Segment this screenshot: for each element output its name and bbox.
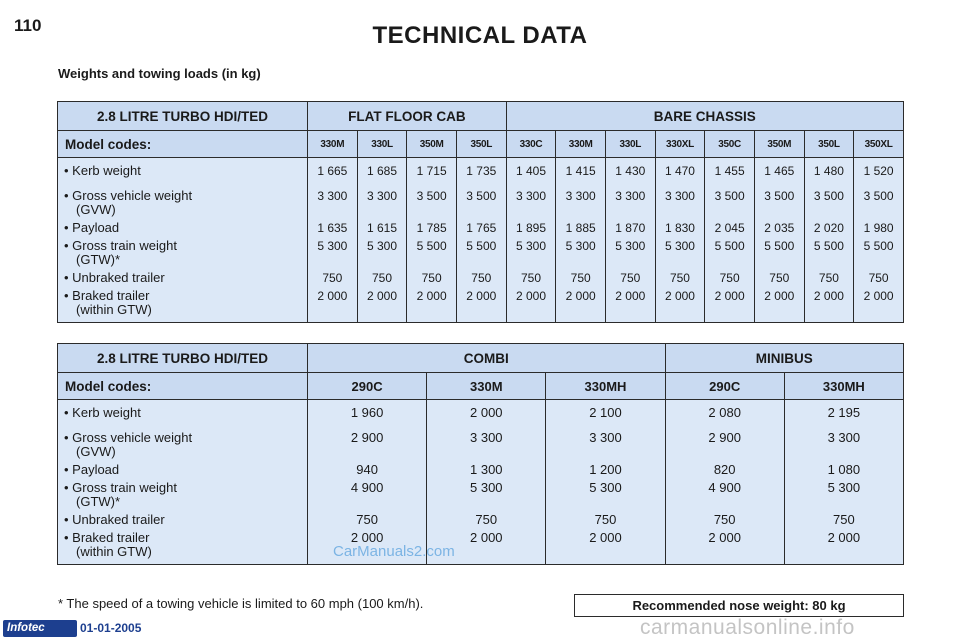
model-code: 350L bbox=[804, 131, 854, 158]
value-kerb: 1 405 bbox=[515, 164, 547, 178]
infotec-logo: Infotec bbox=[3, 620, 77, 637]
row-label-line: (within GTW) bbox=[76, 544, 152, 559]
value-gvw: 3 300 bbox=[589, 430, 622, 445]
value-payload: 1 885 bbox=[565, 221, 596, 235]
group-header-flat-floor-cab: FLAT FLOOR CAB bbox=[308, 102, 507, 131]
row-label-line: • Gross vehicle weight bbox=[64, 430, 193, 445]
row-label-line: • Braked trailer bbox=[64, 288, 150, 303]
value-braked: 2 000 bbox=[470, 530, 503, 545]
value-kerb: 1 455 bbox=[714, 164, 745, 178]
value-payload: 1 300 bbox=[470, 462, 503, 477]
page-title: TECHNICAL DATA bbox=[372, 22, 588, 49]
value-unbraked: 750 bbox=[818, 271, 839, 285]
row-label-gvw bbox=[64, 431, 307, 459]
nose-weight-box: Recommended nose weight: 80 kg bbox=[574, 594, 904, 617]
row-label-gtw bbox=[64, 239, 307, 267]
value-braked: 2 000 bbox=[708, 530, 741, 545]
value-column bbox=[357, 158, 407, 323]
value-gtw: 5 500 bbox=[863, 239, 894, 253]
row-label-payload bbox=[64, 221, 307, 235]
row-labels bbox=[58, 400, 308, 565]
value-gvw: 3 300 bbox=[664, 189, 695, 203]
value-payload: 1 895 bbox=[515, 221, 547, 235]
model-code: 290C bbox=[665, 373, 784, 400]
value-unbraked: 750 bbox=[570, 271, 591, 285]
value-gvw: 3 300 bbox=[615, 189, 646, 203]
value-unbraked: 750 bbox=[356, 512, 378, 527]
value-unbraked: 750 bbox=[421, 271, 442, 285]
section-subtitle: Weights and towing loads (in kg) bbox=[58, 66, 261, 81]
row-label-line: • Unbraked trailer bbox=[64, 270, 165, 285]
value-column bbox=[308, 400, 427, 565]
value-payload: 1 080 bbox=[827, 462, 861, 477]
value-gtw: 5 300 bbox=[615, 239, 646, 253]
value-column bbox=[308, 158, 358, 323]
value-unbraked: 750 bbox=[475, 512, 498, 527]
value-braked: 2 000 bbox=[827, 530, 861, 545]
value-gtw: 5 300 bbox=[827, 480, 861, 495]
value-gtw: 5 300 bbox=[470, 480, 503, 495]
value-braked: 2 000 bbox=[764, 289, 795, 303]
model-code: 350C bbox=[705, 131, 755, 158]
row-label-unbraked bbox=[64, 271, 307, 285]
value-column bbox=[705, 158, 755, 323]
value-payload: 820 bbox=[713, 462, 736, 477]
page-number: 110 bbox=[14, 16, 42, 35]
value-gtw: 5 500 bbox=[813, 239, 844, 253]
model-codes-row bbox=[58, 373, 904, 400]
value-braked: 2 000 bbox=[466, 289, 497, 303]
value-gvw: 3 300 bbox=[366, 189, 397, 203]
row-label-line: • Braked trailer bbox=[64, 530, 150, 545]
site-watermark: carmanualsonline.info bbox=[640, 616, 855, 639]
value-column bbox=[605, 158, 655, 323]
value-unbraked: 750 bbox=[833, 512, 855, 527]
value-braked: 2 000 bbox=[366, 289, 397, 303]
row-label-line: (GTW)* bbox=[76, 494, 121, 509]
value-unbraked: 750 bbox=[769, 271, 790, 285]
value-kerb: 1 520 bbox=[863, 164, 894, 178]
value-column bbox=[546, 400, 665, 565]
model-code: 330XL bbox=[655, 131, 705, 158]
value-kerb: 1 665 bbox=[317, 164, 348, 178]
value-column bbox=[427, 400, 546, 565]
model-code: 290C bbox=[308, 373, 427, 400]
value-gvw: 3 500 bbox=[863, 189, 894, 203]
value-column bbox=[784, 400, 903, 565]
value-unbraked: 750 bbox=[371, 271, 392, 285]
value-unbraked: 750 bbox=[620, 271, 641, 285]
model-code: 330L bbox=[357, 131, 407, 158]
model-code: 330M bbox=[427, 373, 546, 400]
value-unbraked: 750 bbox=[471, 271, 492, 285]
value-kerb: 2 080 bbox=[708, 405, 741, 420]
value-payload: 2 045 bbox=[714, 221, 745, 235]
value-gvw: 3 300 bbox=[515, 189, 547, 203]
model-code: 330M bbox=[308, 131, 358, 158]
value-column bbox=[655, 158, 705, 323]
value-column bbox=[506, 158, 556, 323]
value-kerb: 1 430 bbox=[615, 164, 646, 178]
row-label-line: • Kerb weight bbox=[64, 405, 141, 420]
value-gtw: 5 500 bbox=[416, 239, 447, 253]
edition-date: 01-01-2005 bbox=[80, 621, 142, 635]
value-payload: 1 830 bbox=[664, 221, 695, 235]
value-payload: 2 020 bbox=[813, 221, 844, 235]
row-labels bbox=[58, 158, 308, 323]
model-codes-label: Model codes: bbox=[58, 373, 308, 400]
row-label-line: • Kerb weight bbox=[64, 163, 141, 178]
value-column bbox=[754, 158, 804, 323]
model-code: 330C bbox=[506, 131, 556, 158]
footnote: * The speed of a towing vehicle is limited to 60 mph (100 km/h). bbox=[58, 596, 424, 611]
value-kerb: 1 415 bbox=[565, 164, 596, 178]
value-column bbox=[456, 158, 506, 323]
value-payload: 1 785 bbox=[416, 221, 447, 235]
value-gtw: 5 300 bbox=[317, 239, 348, 253]
value-braked: 2 000 bbox=[863, 289, 894, 303]
value-kerb: 1 685 bbox=[366, 164, 397, 178]
value-gtw: 5 500 bbox=[466, 239, 497, 253]
value-gvw: 2 900 bbox=[708, 430, 741, 445]
row-label-line: (GVW) bbox=[76, 444, 116, 459]
value-gvw: 3 500 bbox=[714, 189, 745, 203]
row-label-gvw bbox=[64, 189, 307, 217]
value-payload: 1 765 bbox=[466, 221, 497, 235]
value-kerb: 1 715 bbox=[416, 164, 447, 178]
value-column bbox=[854, 158, 904, 323]
value-gvw: 3 500 bbox=[416, 189, 447, 203]
model-codes-label: Model codes: bbox=[58, 131, 308, 158]
value-braked: 2 000 bbox=[615, 289, 646, 303]
value-kerb: 2 000 bbox=[470, 405, 503, 420]
value-payload: 1 635 bbox=[317, 221, 348, 235]
value-gvw: 3 300 bbox=[827, 430, 861, 445]
value-payload: 1 870 bbox=[615, 221, 646, 235]
value-gvw: 3 300 bbox=[470, 430, 503, 445]
value-braked: 2 000 bbox=[714, 289, 745, 303]
value-braked: 2 000 bbox=[350, 530, 384, 545]
value-unbraked: 750 bbox=[669, 271, 690, 285]
value-gvw: 2 900 bbox=[350, 430, 384, 445]
value-gtw: 5 300 bbox=[589, 480, 622, 495]
row-label-line: • Gross train weight bbox=[64, 238, 177, 253]
values-row bbox=[58, 400, 904, 565]
row-label-line: • Gross vehicle weight bbox=[64, 188, 193, 203]
value-gtw: 5 300 bbox=[565, 239, 596, 253]
row-label-kerb bbox=[64, 164, 307, 178]
value-gvw: 3 500 bbox=[466, 189, 497, 203]
value-gtw: 5 500 bbox=[764, 239, 795, 253]
model-code: 330MH bbox=[784, 373, 903, 400]
value-column bbox=[804, 158, 854, 323]
value-braked: 2 000 bbox=[416, 289, 447, 303]
value-payload: 1 980 bbox=[863, 221, 894, 235]
row-label-braked bbox=[64, 531, 307, 559]
weights-table-combi-minibus bbox=[57, 343, 904, 565]
value-braked: 2 000 bbox=[317, 289, 348, 303]
weights-table-cab-chassis bbox=[57, 101, 904, 323]
value-kerb: 1 470 bbox=[664, 164, 695, 178]
values-row bbox=[58, 158, 904, 323]
value-gvw: 3 300 bbox=[565, 189, 596, 203]
value-unbraked: 750 bbox=[713, 512, 736, 527]
value-kerb: 1 960 bbox=[350, 405, 384, 420]
value-payload: 2 035 bbox=[764, 221, 795, 235]
model-code: 350L bbox=[456, 131, 506, 158]
row-label-line: • Gross train weight bbox=[64, 480, 177, 495]
value-unbraked: 750 bbox=[322, 271, 343, 285]
model-codes-row bbox=[58, 131, 904, 158]
value-braked: 2 000 bbox=[565, 289, 596, 303]
value-braked: 2 000 bbox=[664, 289, 695, 303]
group-header-minibus: MINIBUS bbox=[665, 344, 903, 373]
value-gtw: 5 300 bbox=[366, 239, 397, 253]
value-gtw: 4 900 bbox=[708, 480, 741, 495]
value-column bbox=[556, 158, 606, 323]
value-braked: 2 000 bbox=[589, 530, 622, 545]
row-label-line: • Payload bbox=[64, 220, 120, 235]
value-gtw: 5 300 bbox=[664, 239, 695, 253]
row-label-line: • Unbraked trailer bbox=[64, 512, 165, 527]
row-label-gtw bbox=[64, 481, 307, 509]
row-label-kerb bbox=[64, 406, 307, 420]
group-header-bare-chassis: BARE CHASSIS bbox=[506, 102, 903, 131]
row-label-line: (GTW)* bbox=[76, 252, 121, 267]
model-code: 330L bbox=[605, 131, 655, 158]
value-payload: 940 bbox=[356, 462, 378, 477]
group-header-combi: COMBI bbox=[308, 344, 666, 373]
value-kerb: 2 195 bbox=[827, 405, 861, 420]
engine-header: 2.8 LITRE TURBO HDI/TED bbox=[58, 344, 308, 373]
value-kerb: 1 480 bbox=[813, 164, 844, 178]
model-code: 330M bbox=[556, 131, 606, 158]
value-gvw: 3 500 bbox=[764, 189, 795, 203]
value-braked: 2 000 bbox=[515, 289, 547, 303]
value-kerb: 2 100 bbox=[589, 405, 622, 420]
value-gvw: 3 300 bbox=[317, 189, 348, 203]
value-gtw: 4 900 bbox=[350, 480, 384, 495]
value-unbraked: 750 bbox=[719, 271, 740, 285]
value-column bbox=[407, 158, 457, 323]
model-code: 330MH bbox=[546, 373, 665, 400]
model-code: 350XL bbox=[854, 131, 904, 158]
value-unbraked: 750 bbox=[520, 271, 542, 285]
row-label-line: (GVW) bbox=[76, 202, 116, 217]
value-column bbox=[665, 400, 784, 565]
row-label-line: (within GTW) bbox=[76, 302, 152, 317]
watermark-text: CarManuals2.com bbox=[333, 543, 455, 560]
model-code: 350M bbox=[754, 131, 804, 158]
value-gtw: 5 500 bbox=[714, 239, 745, 253]
value-unbraked: 750 bbox=[868, 271, 889, 285]
row-label-line: • Payload bbox=[64, 462, 120, 477]
value-payload: 1 615 bbox=[366, 221, 397, 235]
value-kerb: 1 735 bbox=[466, 164, 497, 178]
model-code: 350M bbox=[407, 131, 457, 158]
value-payload: 1 200 bbox=[589, 462, 622, 477]
engine-header: 2.8 LITRE TURBO HDI/TED bbox=[58, 102, 308, 131]
value-unbraked: 750 bbox=[594, 512, 617, 527]
value-gtw: 5 300 bbox=[515, 239, 547, 253]
row-label-unbraked bbox=[64, 513, 307, 527]
value-gvw: 3 500 bbox=[813, 189, 844, 203]
row-label-braked bbox=[64, 289, 307, 317]
row-label-payload bbox=[64, 463, 307, 477]
value-kerb: 1 465 bbox=[764, 164, 795, 178]
value-braked: 2 000 bbox=[813, 289, 844, 303]
